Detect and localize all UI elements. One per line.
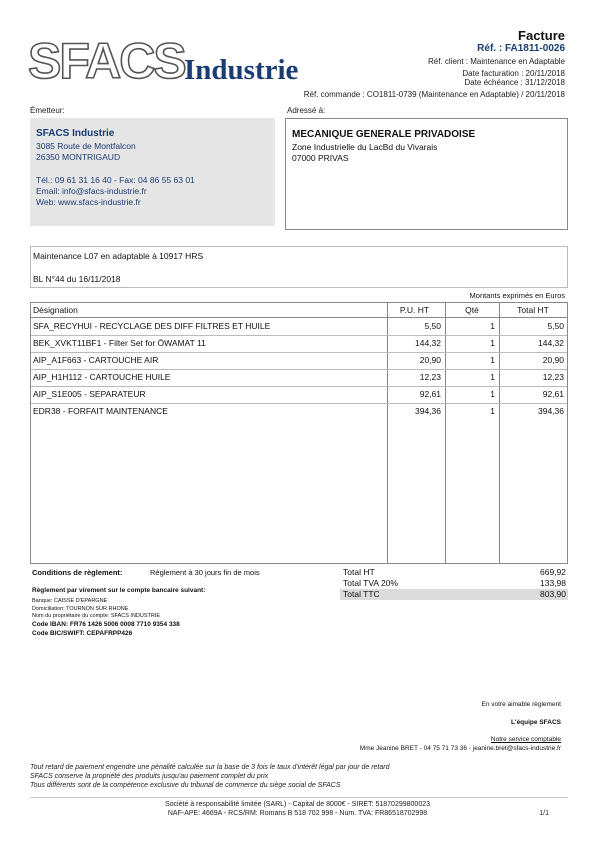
cell-unit-price: 5,50 bbox=[424, 321, 441, 331]
header-designation: Désignation bbox=[33, 305, 78, 315]
footer-company-info: Société à responsabilité limitée (SARL) - Capital de 8000€ - SIRET: 51870299800023 bbox=[165, 801, 430, 808]
cell-designation: AIP_A1F663 - CARTOUCHE AIR bbox=[33, 355, 159, 365]
cell-total: 5,50 bbox=[547, 321, 564, 331]
table-row bbox=[31, 369, 567, 387]
cell-unit-price: 144,32 bbox=[415, 338, 441, 348]
sender-email: Email: info@sfacs-industrie.fr bbox=[36, 186, 147, 196]
cell-unit-price: 12,23 bbox=[419, 372, 441, 382]
account-owner: Nom du propriétaire du compte: SFACS INDUSTRIE bbox=[32, 613, 161, 619]
logo-industrie-text: Industrie bbox=[184, 54, 299, 86]
bank-name: Banque: CAISSE D'EPARGNE bbox=[32, 598, 108, 604]
footer-registration: NAF-APE: 4669A - RCS/RM: Romans B 518 702 998 - Num. TVA: FR86518702998 bbox=[167, 810, 428, 817]
cell-unit-price: 20,90 bbox=[419, 355, 441, 365]
invoice-subject-box bbox=[30, 246, 568, 288]
invoice-date: Date facturation : 20/11/2018 bbox=[462, 69, 565, 78]
table-row bbox=[31, 386, 567, 404]
sender-address1: 3085 Route de Montfalcon bbox=[36, 141, 136, 151]
due-date: Date échéance : 31/12/2018 bbox=[464, 78, 565, 87]
total-ht-value: 669,92 bbox=[540, 567, 566, 577]
bank-domiciliation: Domiciliation: TOURNON SUR RHONE bbox=[32, 606, 129, 612]
total-ttc-label: Total TTC bbox=[343, 589, 380, 599]
table-row bbox=[31, 403, 567, 420]
bank-transfer-heading: Règlement par virement sur le compte bancaire suivant: bbox=[32, 587, 206, 594]
recipient-box bbox=[285, 118, 568, 230]
currency-note: Montants exprimés en Euros bbox=[469, 291, 565, 300]
subject-line2: BL N°44 du 16/11/2018 bbox=[33, 274, 121, 284]
cell-designation: EDR38 - FORFAIT MAINTENANCE bbox=[33, 406, 168, 416]
cell-quantity: 1 bbox=[490, 406, 495, 416]
cell-unit-price: 92,61 bbox=[419, 389, 441, 399]
cell-designation: BEK_XVKT11BF1 - Filter Set for ÖWAMAT 11 bbox=[33, 338, 206, 348]
table-row bbox=[31, 318, 567, 336]
sender-address2: 26350 MONTRIGAUD bbox=[36, 152, 121, 162]
total-ht-row bbox=[340, 567, 568, 578]
sender-phone: Tél.: 09 61 31 16 40 - Fax: 04 86 55 63 01 bbox=[36, 175, 195, 185]
sender-name: SFACS Industrie bbox=[36, 128, 115, 139]
header-total: Total HT bbox=[517, 305, 549, 315]
accounting-service: Notre service comptable bbox=[490, 736, 561, 743]
table-row bbox=[31, 352, 567, 370]
order-reference: Réf. commande : CO1811-0739 (Maintenance en Adaptable) / 20/11/2018 bbox=[303, 90, 565, 99]
cell-total: 92,61 bbox=[542, 389, 564, 399]
cell-designation: AIP_S1E005 - SEPARATEUR bbox=[33, 389, 146, 399]
invoice-reference: Réf. : FA1811-0026 bbox=[477, 43, 565, 54]
cell-unit-price: 394,36 bbox=[415, 406, 441, 416]
recipient-address1: Zone Industrielle du LacBd du Vivarais bbox=[292, 142, 438, 152]
total-ttc-value: 803,90 bbox=[540, 589, 566, 599]
closing-greeting: En votre aimable règlement bbox=[481, 701, 561, 708]
payment-terms-label: Conditions de règlement: bbox=[32, 568, 123, 577]
cell-quantity: 1 bbox=[490, 355, 495, 365]
cell-quantity: 1 bbox=[490, 372, 495, 382]
total-tva-label: Total TVA 20% bbox=[343, 578, 398, 588]
legal-jurisdiction: Tous différents sont de la compétence exclusive du tribunal de commerce du siège social de SFACS bbox=[30, 782, 341, 789]
company-logo bbox=[28, 33, 318, 90]
sender-box bbox=[30, 118, 275, 226]
cell-total: 394,36 bbox=[538, 406, 564, 416]
total-ttc-row bbox=[340, 589, 568, 600]
recipient-label: Adressé à: bbox=[287, 106, 326, 115]
header-unit-price: P.U. HT bbox=[399, 305, 430, 315]
legal-retention: SFACS conserve la propriété des produits jusqu'au paiement complet du prix bbox=[30, 773, 269, 780]
cell-designation: AIP_H1H112 - CARTOUCHE HUILE bbox=[33, 372, 171, 382]
footer-divider bbox=[30, 797, 568, 798]
cell-total: 144,32 bbox=[538, 338, 564, 348]
table-row bbox=[31, 335, 567, 353]
subject-line1: Maintenance L07 en adaptable à 10917 HRS bbox=[33, 251, 204, 261]
header-quantity: Qté bbox=[465, 305, 479, 315]
recipient-address2: 07000 PRIVAS bbox=[292, 153, 349, 163]
bic-code: Code BIC/SWIFT: CEPAFRPP426 bbox=[32, 630, 133, 637]
accounting-contact: Mme Jeanine BRET - 04 75 71 73 36 - jeanine.bret@sfacs-industrie.fr bbox=[359, 745, 561, 752]
cell-designation: SFA_RECYHUI - RECYCLAGE DES DIFF FILTRES ET HUILE bbox=[33, 321, 271, 331]
total-tva-row bbox=[340, 578, 568, 589]
cell-quantity: 1 bbox=[490, 338, 495, 348]
cell-total: 20,90 bbox=[542, 355, 564, 365]
payment-terms-value: Règlement à 30 jours fin de mois bbox=[150, 568, 260, 577]
document-title: Facture bbox=[518, 28, 565, 43]
items-table bbox=[30, 302, 568, 564]
legal-late-penalty: Tout retard de paiement engendre une pénalité calculée sur la base de 3 fois le taux d'intérêt légal par jour de retard bbox=[30, 764, 390, 771]
team-signature: L'équipe SFACS bbox=[511, 719, 561, 726]
logo-sfacs-text: SFACS bbox=[28, 33, 185, 89]
sender-label: Émetteur: bbox=[30, 106, 65, 115]
client-reference: Réf. client : Maintenance en Adaptable bbox=[428, 57, 565, 66]
recipient-name: MECANIQUE GENERALE PRIVADOISE bbox=[292, 129, 476, 140]
cell-quantity: 1 bbox=[490, 389, 495, 399]
cell-total: 12,23 bbox=[542, 372, 564, 382]
total-ht-label: Total HT bbox=[343, 567, 375, 577]
sender-website: Web: www.sfacs-industrie.fr bbox=[36, 197, 141, 207]
total-tva-value: 133,98 bbox=[540, 578, 566, 588]
page-number: 1/1 bbox=[539, 810, 549, 817]
cell-quantity: 1 bbox=[490, 321, 495, 331]
iban-code: Code IBAN: FR76 1426 5006 0008 7710 9354 338 bbox=[32, 621, 180, 628]
